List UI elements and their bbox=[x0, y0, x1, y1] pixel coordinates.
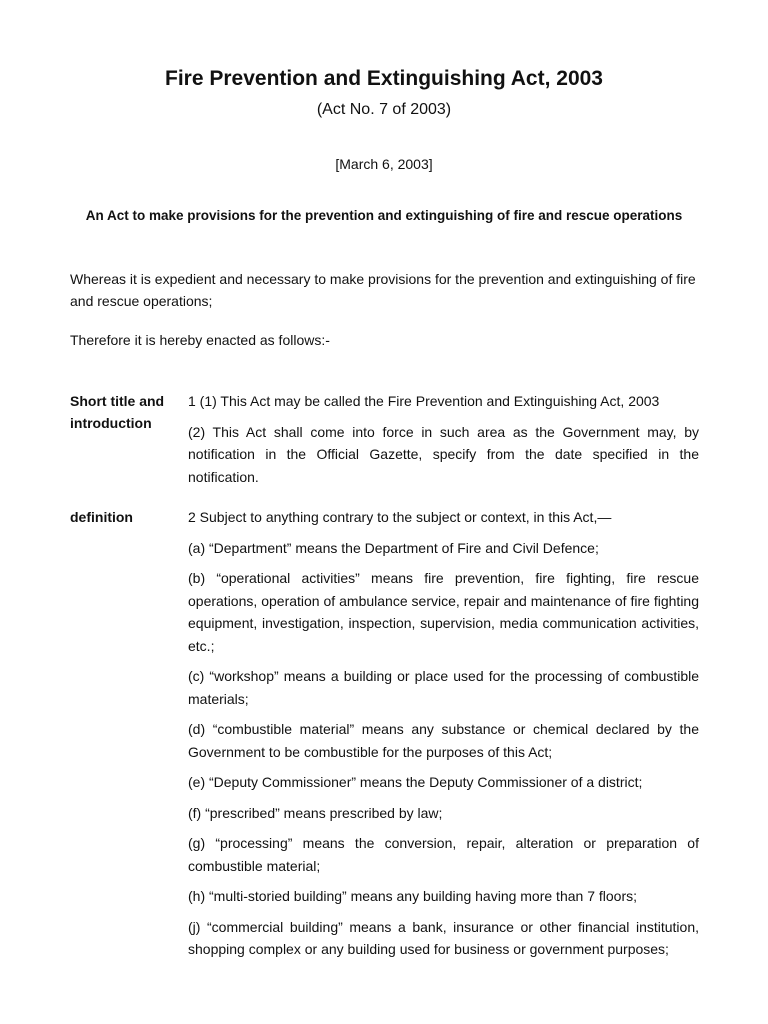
preamble: Whereas it is expedient and necessary to make provisions for the prevention and extinguishing of fire and rescue operations; bbox=[70, 271, 696, 309]
section-heading: definition bbox=[70, 509, 133, 525]
clause: (2) This Act shall come into force in such area as the Government may, by notification in the Official Gazette, specify from the date specified in the notification. bbox=[188, 423, 699, 485]
definition-clause: (e) “Deputy Commissioner” means the Deputy Commissioner of a district; bbox=[188, 774, 643, 790]
definition-clause: (f) “prescribed” means prescribed by law; bbox=[188, 804, 443, 821]
definition-clause: (d) “combustible material” means any substance or chemical declared by the Government to be combustible for the purposes of this Act; bbox=[188, 721, 699, 760]
definition-clause: (a) “Department” means the Department of Fire and Civil Defence; bbox=[188, 539, 599, 556]
section-heading: Short title and introduction bbox=[70, 393, 165, 431]
section-body bbox=[188, 506, 699, 969]
act-number: (Act No. 7 of 2003) bbox=[316, 101, 452, 118]
enactment-clause: Therefore it is hereby enacted as follows:- bbox=[70, 332, 330, 348]
definition-clause: (b) “operational activities” means fire prevention, fire fighting, fire rescue operations, operation of ambulance service, repair and maintenance of fire fighting equipment, investigation, inspection, supervision, media communication activities, etc.; bbox=[188, 570, 699, 654]
act-date: [March 6, 2003] bbox=[335, 156, 433, 172]
clause: 1 (1) This Act may be called the Fire Prevention and Extinguishing Act, 2003 bbox=[188, 393, 660, 409]
section-body bbox=[188, 390, 699, 496]
act-title: Fire Prevention and Extinguishing Act, 2003 bbox=[165, 67, 603, 90]
clause: 2 Subject to anything contrary to the subject or context, in this Act,— bbox=[188, 509, 612, 525]
definition-clause: (h) “multi-storied building” means any building having more than 7 floors; bbox=[188, 888, 637, 904]
definition-clause: (j) “commercial building” means a bank, insurance or other financial institution, shopping complex or any building used for business or government purposes; bbox=[188, 918, 699, 957]
definition-clause: (c) “workshop” means a building or place used for the processing of combustible materials; bbox=[188, 668, 699, 707]
act-long-title: An Act to make provisions for the prevention and extinguishing of fire and rescue operations bbox=[85, 208, 683, 223]
definition-clause: (g) “processing” means the conversion, repair, alteration or preparation of combustible material; bbox=[188, 835, 699, 874]
